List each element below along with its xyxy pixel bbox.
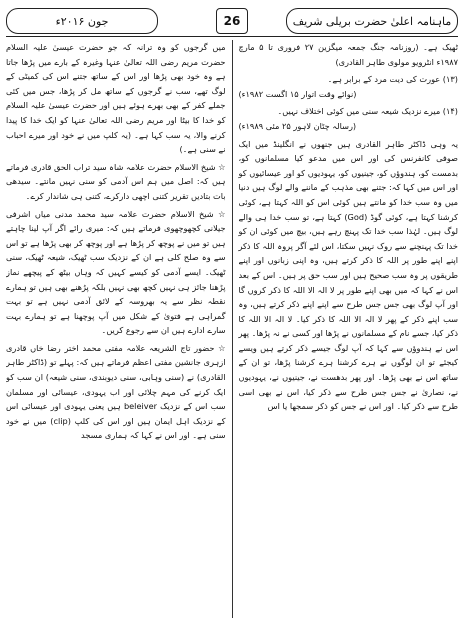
paragraph: (۱۴) میرے نزدیک شیعہ سنی میں کوئی اختلاف نہیں۔	[277, 106, 458, 117]
paragraph: ☆ شیخ الاسلام حضرت علامہ سید محمد مدنی میاں اشرفی جیلانی کچھوچھوی فرماتے ہیں کہ: میری رائے اگر آپ لینا چاہتے ہیں تو میں نے پوچھ کر پڑھا ہے اور پوچھ کر بھی پڑھا ہے تو اس سے وہ صلح کلی ہے ان کے نزدیک سب ٹھیک، شیعہ ٹھیک، سنی ٹھیک۔ ایسے آدمی کو کیسے کہیں کہ وہاں بیٹھ کے پیچھے نماز پڑھنا جائز ہی نہیں کچھ بھی نہیں بلکہ پڑھنے بھی ہیں تو ہمارے نقطہ نظر سے یہ بھروسہ کے لائق آدمی نہیں ہے تو بہت گمراہی ہے فتویٰ کے شکل میں آپ پوچھنا ہے تو ہمارے بہت سارے ادارے ہیں ان سے رجوع کریں۔	[5, 208, 226, 336]
journal-title: ماہنامہ اعلیٰ حضرت بریلی شریف	[286, 8, 458, 34]
paragraph: (۱۳) عورت کی دیت مرد کے برابر ہے۔	[327, 74, 458, 85]
issue-date: جون ۲۰۱۶ء	[6, 8, 158, 34]
paragraph: ☆ شیخ الاسلام حضرت علامہ شاہ سید تراب الحق قادری فرماتے ہیں کہ: اصل میں ہم اس آدمی کو سنی نہیں مانتے۔ سیدھی بات بتادیں تقریر کتنی اچھی دارکرے، کتنی ہی شاندار کرے۔	[5, 161, 226, 201]
right-column	[238, 40, 458, 618]
article-columns	[6, 40, 458, 618]
left-column	[6, 40, 226, 618]
page-header	[6, 8, 458, 34]
source-citation: (رسالہ چٹان لاہور ۲۵ مئی ۱۹۸۹ء)	[238, 120, 357, 131]
page-number: 26	[216, 8, 248, 34]
header-rule	[6, 36, 458, 37]
source-citation: (نوائے وقت اتوار ۱۵ اگست ۱۹۸۲ء)	[238, 88, 357, 99]
paragraph: ☆ حضور تاج الشریعہ علامہ مفتی محمد اختر رضا خاں قادری ازہری جانشین مفتی اعظم فرماتے ہیں کہ: پہلے تو (ڈاکٹر طاہر القادری) نے (سنی وہابی، سنی دیوبندی، سنی شیعہ) ان سب کو ایک کرنے کی مہم چلائی اور اب یہودی، عیسائی اور مسلمان سب اس کے نزدیک beleiver ہیں یعنی یہودی اور عیسائی اس کے نزدیک اہل ایمان ہیں اور اس کی کلپ (clip) میں نے خود سنی ہے۔ اور اس نے کہا کہ ہماری مسجد	[5, 342, 226, 441]
paragraph: یہ وہی ڈاکٹر طاہر القادری ہیں جنھوں نے انگلینڈ میں ایک صوفی کانفرنس کی اور اس میں مدعو کیا مسلمانوں کو، بدمست کو، ہندوؤں کو، جینیوں کو، یہودیوں کو اور عیسائیوں کو اور اس میں کہا کہ: جتنے بھی مذہب کے ماننے والے لوگ ہیں دنیا میں وہ سب خدا کو مانتے ہیں کوئی اس کو اللہ کہتا ہے، کوئی کرشنا کہتا ہے، کوئی گوڈ (God) کہتا ہے، تو سب خدا ہی والے لوگ ہیں۔ لہٰذا سب خدا تک پہنچ رہے ہیں، بیچ میں کوئی ان کو خدا تک پہنچنے سے روک نہیں سکتا، اس لئے آگر پروہ اللہ کا ذکر اپنے اپنے طور پر اللہ کا ذکر کرتے ہیں، وہ اپنی زبانوں اور اپنے طریقوں پر وہ سب صحیح ہیں اور سب حق پر ہیں۔ اس کے بعد اس نے کہا کہ میں بھی اپنے طور پر لا الہ الا اللہ کا ذکر کروں گا اور آپ لوگ بھی جس جس طرح سے اپنے اپنے ذکر کرتے ہیں، وہ سب اپنے ذکر کے پھر لا الہ الا اللہ کا ذکر کیا۔ لا الہ الا اللہ کا ذکر کیا، جسے نام کے مسلمانوں نے پڑھا اور کسی نے نہ پڑھا۔ پھر اس نے ہندوؤں سے کہا کہ آپ لوگ جیسے ذکر کرتے ہیں ویسے کیجئے تو ان لوگوں نے ہرے کرشنا ہرے کرشنا پڑھا، تو ان کے ساتھ اس نے بھی پڑھا۔ اور پھر بدھست نے، جینیوں نے، یہودیوں نے، نصاریٰ نے جس جس طرح سے ذکر کیا، اس نے بھی اسی طرح سے ذکر کیا۔ اور اس نے جس کو ذکر سمجھا یا اس	[238, 138, 458, 412]
column-divider	[232, 40, 233, 618]
paragraph: ٹھیک ہے۔ (روزنامہ جنگ جمعہ میگزین ۲۷ فروری تا ۵ مارچ ۱۹۸۷ء انٹرویو مولوی طاہر القادری)	[238, 42, 458, 67]
paragraph: میں گرجوں کو وہ ترانہ کہ جو حضرت عیسیٰ علیہ السلام حضرت مریم رضی اللہ تعالیٰ عنہا وغیرہ کے بارے میں پڑھا جاتا ہے وہ خود بھی پڑھا اور اس کے ساتھ جتنے اس کی کمیٹی کے لوگ تھے، سب نے گرجوں کے ساتھ مل کر پڑھا، جس میں کئی جملے کفر کے بھی بھرے ہوئے ہیں اور حضرت عیسیٰ علیہ السلام کو خدا کا بیٹا اور مریم رضی اللہ تعالیٰ عنہا کو ایک خدا کا پیدا کرنے والا، یہ سب کہا ہے۔ (یہ کلپ میں نے خود اور میرے احباب نے سنی ہے۔)	[5, 42, 226, 155]
